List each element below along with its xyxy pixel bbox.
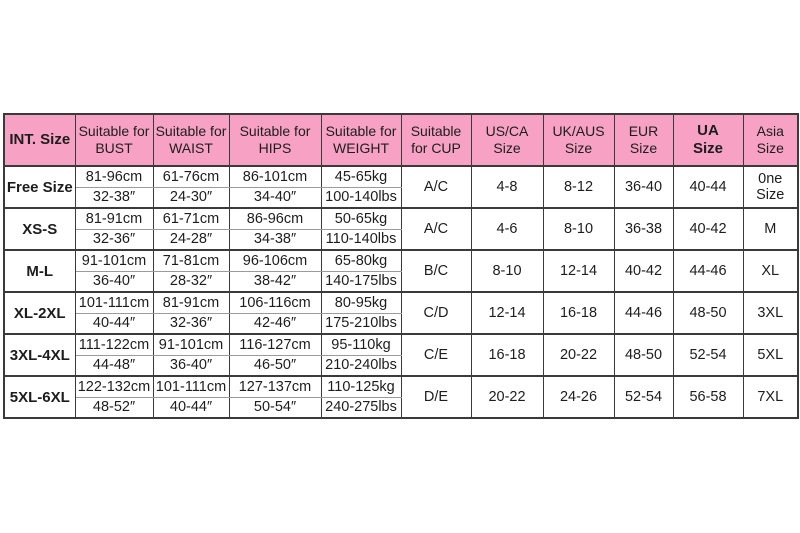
cup-cell: A/C xyxy=(401,208,471,250)
weight-lbs-cell: 175-210lbs xyxy=(321,313,401,334)
weight-lbs-cell: 210-240lbs xyxy=(321,355,401,376)
bust-cm-cell: 81-96cm xyxy=(75,166,153,187)
waist-cm-cell: 81-91cm xyxy=(153,292,229,313)
us-ca-cell: 16-18 xyxy=(471,334,543,376)
table-body xyxy=(4,166,798,418)
bust-cm-cell: 81-91cm xyxy=(75,208,153,229)
uk-aus-cell: 24-26 xyxy=(543,376,614,418)
int-size-cell: 5XL-6XL xyxy=(4,376,75,418)
eur-cell: 36-40 xyxy=(614,166,673,208)
header-line: Suitable xyxy=(410,122,462,139)
bust-cm-cell: 122-132cm xyxy=(75,376,153,397)
us-ca-cell: 4-6 xyxy=(471,208,543,250)
bust-cm-cell: 111-122cm xyxy=(75,334,153,355)
table-header xyxy=(4,114,798,166)
table-row xyxy=(4,208,798,229)
int-size-cell: Free Size xyxy=(4,166,75,208)
int-size-cell: XL-2XL xyxy=(4,292,75,334)
col-header-cup xyxy=(401,114,471,166)
hips-in-cell: 34-38″ xyxy=(229,229,321,250)
ua-cell: 48-50 xyxy=(673,292,743,334)
bust-in-cell: 32-36″ xyxy=(75,229,153,250)
int-size-cell: XS-S xyxy=(4,208,75,250)
waist-cm-cell: 71-81cm xyxy=(153,250,229,271)
bust-cm-cell: 101-111cm xyxy=(75,292,153,313)
eur-cell: 36-38 xyxy=(614,208,673,250)
header-line: Size xyxy=(692,140,723,157)
hips-cm-cell: 86-101cm xyxy=(229,166,321,187)
bust-in-cell: 48-52″ xyxy=(75,397,153,418)
header-line: UK/AUS xyxy=(552,122,605,139)
us-ca-cell: 12-14 xyxy=(471,292,543,334)
ua-cell: 40-42 xyxy=(673,208,743,250)
hips-cm-cell: 116-127cm xyxy=(229,334,321,355)
col-header-ua xyxy=(673,114,743,166)
header-line: UA xyxy=(697,121,719,139)
asia-cell: 3XL xyxy=(743,292,798,334)
asia-cell: 5XL xyxy=(743,334,798,376)
header-line: Suitable for xyxy=(78,122,150,139)
header-line: for CUP xyxy=(411,140,461,156)
header-line: Size xyxy=(629,140,658,156)
waist-cm-cell: 101-111cm xyxy=(153,376,229,397)
waist-in-cell: 40-44″ xyxy=(153,397,229,418)
weight-kg-cell: 95-110kg xyxy=(321,334,401,355)
weight-lbs-cell: 140-175lbs xyxy=(321,271,401,292)
hips-in-cell: 34-40″ xyxy=(229,187,321,208)
cup-cell: C/D xyxy=(401,292,471,334)
asia-cell: XL xyxy=(743,250,798,292)
col-header-weight xyxy=(321,114,401,166)
table-row xyxy=(4,292,798,313)
eur-cell: 48-50 xyxy=(614,334,673,376)
hips-in-cell: 42-46″ xyxy=(229,313,321,334)
us-ca-cell: 20-22 xyxy=(471,376,543,418)
header-line: WEIGHT xyxy=(333,140,389,156)
int-size-cell: M-L xyxy=(4,250,75,292)
weight-kg-cell: 65-80kg xyxy=(321,250,401,271)
waist-in-cell: 32-36″ xyxy=(153,313,229,334)
header-line: Suitable for xyxy=(155,122,227,139)
cup-cell: D/E xyxy=(401,376,471,418)
us-ca-cell: 8-10 xyxy=(471,250,543,292)
ua-cell: 56-58 xyxy=(673,376,743,418)
header-line: US/CA xyxy=(485,122,529,139)
hips-in-cell: 46-50″ xyxy=(229,355,321,376)
hips-in-cell: 38-42″ xyxy=(229,271,321,292)
cup-cell: C/E xyxy=(401,334,471,376)
cup-cell: A/C xyxy=(401,166,471,208)
table-row xyxy=(4,334,798,355)
header-line: BUST xyxy=(95,140,133,156)
eur-cell: 52-54 xyxy=(614,376,673,418)
col-header-waist xyxy=(153,114,229,166)
uk-aus-cell: 8-10 xyxy=(543,208,614,250)
col-header-bust xyxy=(75,114,153,166)
uk-aus-cell: 8-12 xyxy=(543,166,614,208)
us-ca-cell: 4-8 xyxy=(471,166,543,208)
waist-cm-cell: 91-101cm xyxy=(153,334,229,355)
ua-cell: 52-54 xyxy=(673,334,743,376)
bust-in-cell: 44-48″ xyxy=(75,355,153,376)
waist-cm-cell: 61-76cm xyxy=(153,166,229,187)
waist-cm-cell: 61-71cm xyxy=(153,208,229,229)
header-line: Size xyxy=(493,140,521,156)
col-header-us-ca xyxy=(471,114,543,166)
col-header-eur xyxy=(614,114,673,166)
hips-cm-cell: 96-106cm xyxy=(229,250,321,271)
uk-aus-cell: 20-22 xyxy=(543,334,614,376)
header-line: HIPS xyxy=(258,140,292,156)
waist-in-cell: 28-32″ xyxy=(153,271,229,292)
header-row xyxy=(4,114,798,166)
weight-kg-cell: 50-65kg xyxy=(321,208,401,229)
col-header-hips xyxy=(229,114,321,166)
header-line: Asia xyxy=(756,122,784,139)
header-line: WAIST xyxy=(169,140,213,156)
weight-lbs-cell: 100-140lbs xyxy=(321,187,401,208)
table-row xyxy=(4,166,798,187)
header-line: Size xyxy=(564,140,593,156)
eur-cell: 44-46 xyxy=(614,292,673,334)
hips-cm-cell: 86-96cm xyxy=(229,208,321,229)
hips-in-cell: 50-54″ xyxy=(229,397,321,418)
weight-kg-cell: 110-125kg xyxy=(321,376,401,397)
header-line: EUR xyxy=(628,122,659,139)
int-size-cell: 3XL-4XL xyxy=(4,334,75,376)
eur-cell: 40-42 xyxy=(614,250,673,292)
waist-in-cell: 24-28″ xyxy=(153,229,229,250)
header-line: Suitable for xyxy=(239,122,311,139)
bust-in-cell: 40-44″ xyxy=(75,313,153,334)
col-header-int-size: INT. Size xyxy=(4,114,75,166)
col-header-uk-aus xyxy=(543,114,614,166)
waist-in-cell: 24-30″ xyxy=(153,187,229,208)
asia-cell: M xyxy=(743,208,798,250)
header-line: Suitable for xyxy=(325,122,397,139)
bust-in-cell: 32-38″ xyxy=(75,187,153,208)
weight-kg-cell: 45-65kg xyxy=(321,166,401,187)
uk-aus-cell: 12-14 xyxy=(543,250,614,292)
ua-cell: 40-44 xyxy=(673,166,743,208)
bust-in-cell: 36-40″ xyxy=(75,271,153,292)
hips-cm-cell: 127-137cm xyxy=(229,376,321,397)
uk-aus-cell: 16-18 xyxy=(543,292,614,334)
weight-lbs-cell: 240-275lbs xyxy=(321,397,401,418)
size-chart-table xyxy=(3,113,799,419)
asia-cell: 0ne Size xyxy=(743,166,798,208)
hips-cm-cell: 106-116cm xyxy=(229,292,321,313)
table-row xyxy=(4,376,798,397)
waist-in-cell: 36-40″ xyxy=(153,355,229,376)
ua-cell: 44-46 xyxy=(673,250,743,292)
bust-cm-cell: 91-101cm xyxy=(75,250,153,271)
table-row xyxy=(4,250,798,271)
asia-cell: 7XL xyxy=(743,376,798,418)
cup-cell: B/C xyxy=(401,250,471,292)
col-header-asia xyxy=(743,114,798,166)
header-line: Size xyxy=(756,140,784,156)
weight-kg-cell: 80-95kg xyxy=(321,292,401,313)
weight-lbs-cell: 110-140lbs xyxy=(321,229,401,250)
